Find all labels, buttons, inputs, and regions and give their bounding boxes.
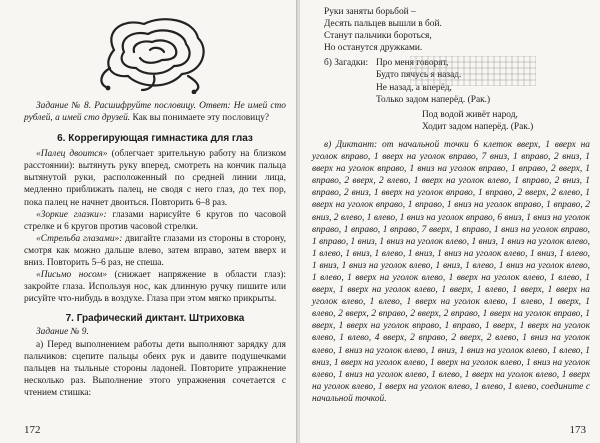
riddle-2: [422, 109, 590, 133]
maze-illustration: [94, 10, 214, 94]
riddle-line: Ходит задом наперёд. (Рак.): [422, 121, 534, 132]
task-9-paragraph-a: а) Перед выполнением работы дети выполняют зарядку для пальчиков: сцепите пальцы обеих рук и давите подушечками пальцев на тыльные стороны ладоней. Повторите упражнение несколько раз. Выполнение этого упражнения сочетается с чтением стишка:: [24, 339, 286, 398]
poem-line: Десять пальцев вышли в бой.: [324, 19, 442, 30]
poem-line: Но останутся дружками.: [324, 43, 423, 54]
finger-poem: [324, 6, 590, 54]
poem-line: Руки заняты борьбой –: [324, 7, 416, 17]
left-page: [0, 0, 296, 443]
exercise-3: [24, 233, 286, 269]
task-8-paragraph: [24, 100, 286, 124]
poem-line: Станут пальчики бороться,: [324, 31, 432, 42]
exercise-4: [24, 269, 286, 305]
section-6-heading: 6. Коррегирующая гимнастика для глаз: [57, 133, 253, 145]
right-page: [300, 0, 600, 443]
exercise-4-text: (снижает напряжение в области глаз): закройте глаза. Используя нос, как длинную ручку пишите или рисуйте что-нибудь в воздухе. Глаза при этом мягко прикрыты.: [24, 270, 286, 305]
page-number-right: 173: [569, 424, 586, 436]
exercise-1-text: (облегчает зрительную работу на близком расстоянии): вытянуть руку вперед, смотреть на кончик пальца вытянутой руки, расположенный по средней линии лица, медленно приближать палец, не сводя с него глаз, до тех пор, пока палец не начнет двоиться. Повторить 6–8 раз.: [24, 149, 287, 208]
grid-diagram: [410, 56, 536, 86]
section-7-heading: 7. Графический диктант. Штриховка: [65, 313, 245, 325]
riddle-line: Про меня говорят,: [376, 58, 449, 69]
exercise-2-name: «Зоркие глазки»:: [36, 209, 107, 220]
exercise-2: [24, 209, 286, 233]
riddle-line: Под водой живёт народ,: [422, 109, 518, 120]
riddle-label: б) Загадки:: [324, 58, 369, 69]
riddle-line: Только задом наперёд. (Рак.): [376, 94, 491, 105]
exercise-2-text: глазами нарисуйте 6 кругов по часовой стрелке и 6 кругов против часовой стрелки.: [24, 209, 286, 232]
page-number-left: 172: [24, 424, 41, 436]
task-9-label: Задание № 9.: [36, 327, 89, 338]
riddle-line: Будто пячусь я назад.: [376, 70, 462, 81]
task-8-prefix: Задание № 8.: [36, 101, 92, 111]
exercise-3-text: двигайте глазами из стороны в сторону, смотря как можно дальше влево, затем вправо, затем вверх и вниз. Повторить 5–6 раз, не спеша.: [24, 233, 287, 269]
exercise-1: [24, 148, 286, 208]
dictation-text: в) Диктант: от начальной точки 6 клеток вверх, 1 вверх на уголок вправо, 1 вверх на уголок вправо, 7 вниз, 1 вправо, 2 вниз, 1 вверх на уголок вправо, 1 вниз на уголок вправо, 1 вправо, 2 вверх, 1 вправо, 2 вверх, 2 влево, 1 вверх на уголок влево, 1 вправо, 2 вниз, 1 вправо, 2 вниз, 1 вверх на уголок вправо, 1 вправо, 2 вверх, 2 влево, 1 вверх на уголок вправо, 1 вправо, 1 вниз на уголок вправо, 1 вправо, 2 вниз, 2 влево, 1 влево, 1 вниз на уголок вправо, 6 вниз, 1 вниз на уголок вправо, 1 вправо, 1 вправо, 7 вверх, 1 вправо, 1 вниз на уголок вправо, 1 вправо, 1 вниз, 1 вниз на уголок влево, 1 вниз, 1 вниз на уголок влево, 1 влево, 1 вниз, 1 влево, 1 вниз, 1 вниз на уголок влево, 1 вниз, 1 влево, 1 вниз, 1 вниз на уголок влево, 1 вниз, 1 влево, 1 вниз на уголок влево, 1 влево, 1 вверх на уголок влево, 1 вверх на уголок влево, 1 влево, 1 вверх, 1 вверх на уголок влево, 1 вверх, 1 влево, 1 вверх, 1 вверх на уголок влево, 1 влево, 1 вверх на уголок влево, 1 влево, 1 вверх, 1 влево, 2 вверх, 2 вправо, 2 вверх, 2 вправо, 1 вверх на уголок вправо, 1 вверх, 1 вверх на уголок вправо, 1 вправо, 1 вверх, 1 вверх на уголок влево, 1 влево, 4 вверх, 2 вправо, 2 вверх, 2 влево, 1 вниз на уголок влево, 1 вниз на уголок влево, 1 вниз, 1 вниз на уголок влево, 1 влево, 1 вниз, 1 вверх на уголок влево, 1 вверх на уголок влево, 1 вниз на уголок влево, 1 вниз на уголок влево, 1 влево, 1 вверх на уголок влево, 1 вверх на уголок влево, 1 вверх на уголок влево, 1 влево, 1 влево, соедините с начальной точкой.: [312, 139, 590, 404]
task-8-question: Как вы понимаете эту пословицу?: [132, 113, 270, 124]
riddle-line: Не назад, а вперёд,: [376, 82, 452, 93]
exercise-4-name: «Письмо носом»: [36, 270, 108, 281]
exercise-1-name: «Палец двоится»: [36, 149, 108, 160]
task-8-answer: Не имей сто рублей, а имей сто друзей.: [24, 101, 286, 124]
task-8-text: Расшифруйте пословицу.: [94, 101, 196, 111]
left-page-content: [24, 6, 286, 399]
exercise-3-name: «Стрельба глазами»:: [36, 233, 123, 244]
task-8-answer-label: Ответ:: [199, 101, 231, 111]
